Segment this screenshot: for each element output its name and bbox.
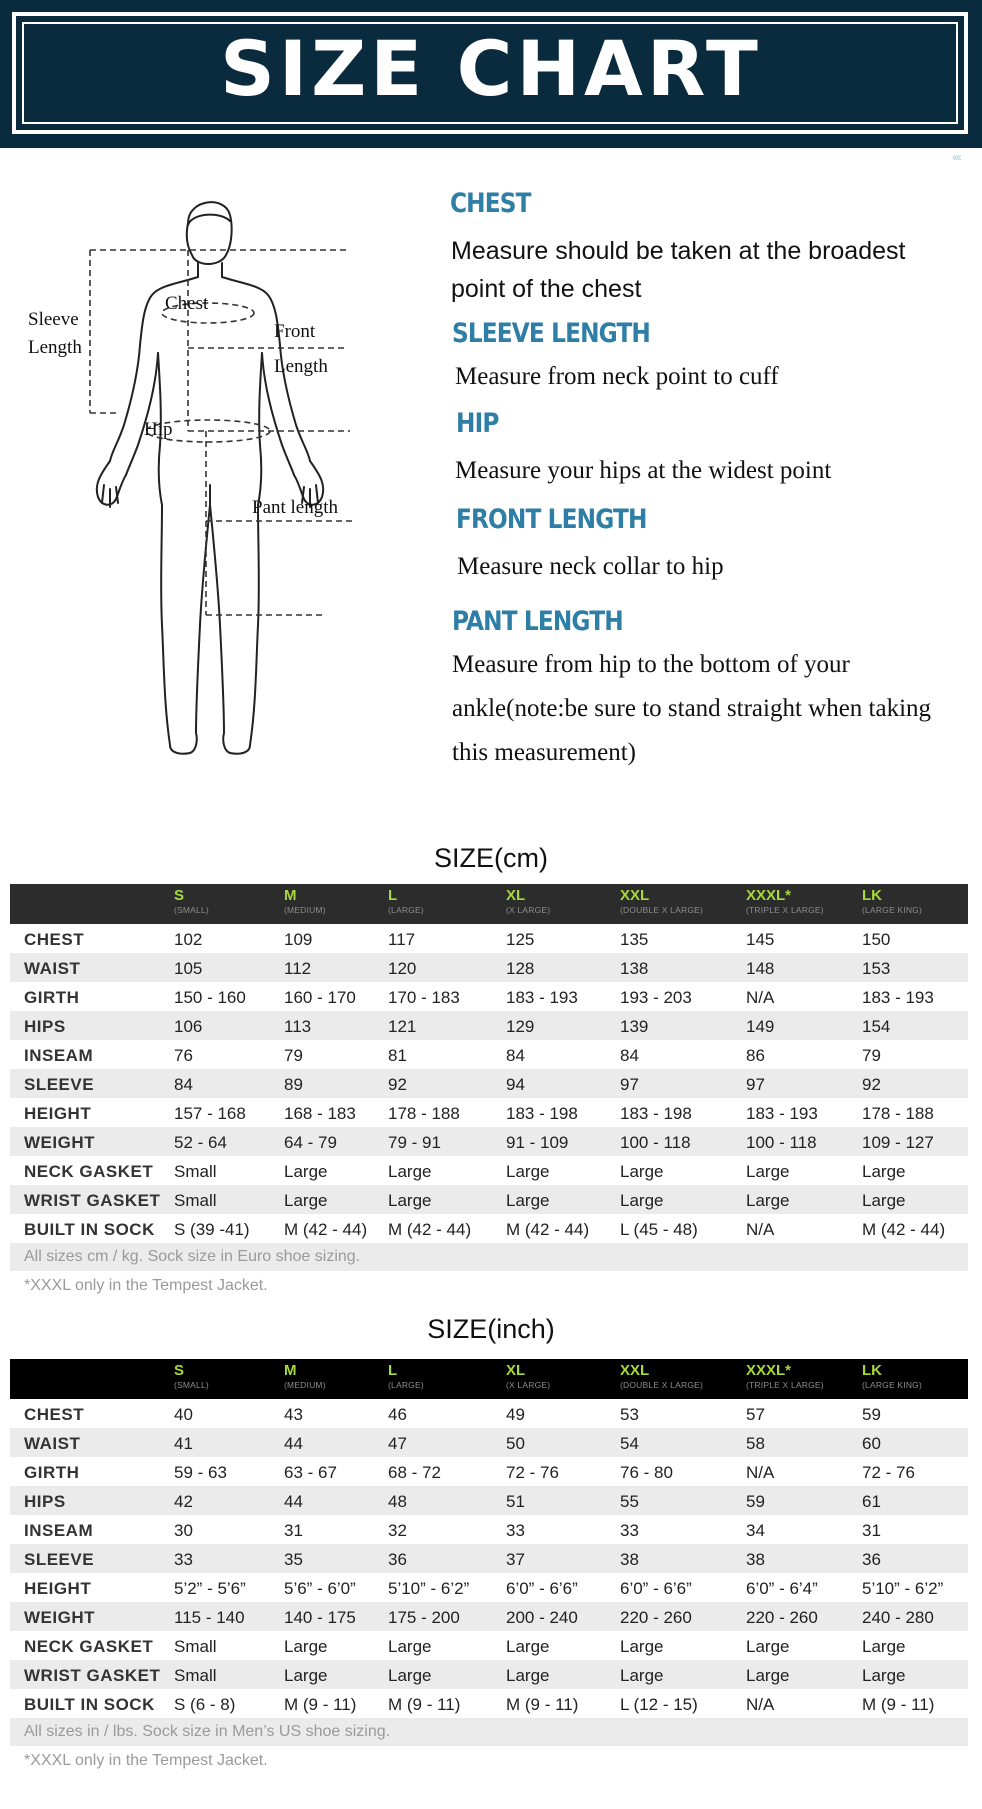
table-cell: 91 - 109 xyxy=(506,1133,569,1152)
table-cell: 89 xyxy=(284,1075,303,1094)
size-header-cell xyxy=(506,887,550,916)
table-cell: Large xyxy=(862,1637,906,1656)
table-cell: 37 xyxy=(506,1550,525,1569)
table-cell: 44 xyxy=(284,1434,303,1453)
hip-label: Hip xyxy=(144,419,173,440)
row-label: CHEST xyxy=(24,930,85,949)
size-code: L xyxy=(388,1362,398,1379)
table-footnote xyxy=(10,1747,968,1775)
sleeve-length-description: Measure from neck point to cuff xyxy=(455,363,779,390)
table-cell: 44 xyxy=(284,1492,303,1511)
table-cell: 175 - 200 xyxy=(388,1608,460,1627)
table-cell: 84 xyxy=(506,1046,525,1065)
table-cell: 97 xyxy=(620,1075,639,1094)
table-cell: 33 xyxy=(506,1521,525,1540)
footnote-text: *XXXL only in the Tempest Jacket. xyxy=(24,1277,268,1294)
table-cell: Large xyxy=(506,1162,550,1181)
table-cell: 128 xyxy=(506,959,535,978)
table-cell: 117 xyxy=(388,930,416,949)
row-label: CHEST xyxy=(24,1405,85,1424)
table-cell: 120 xyxy=(388,959,417,978)
size-code: S xyxy=(174,1362,185,1379)
footnote-text: *XXXL only in the Tempest Jacket. xyxy=(24,1752,268,1769)
table-cell: 42 xyxy=(174,1492,193,1511)
table-cell: 183 - 193 xyxy=(746,1104,818,1123)
table-cell: M (9 - 11) xyxy=(506,1695,579,1714)
table-cell: 125 xyxy=(506,930,535,949)
table-cell: 40 xyxy=(174,1405,193,1424)
size-header-cell xyxy=(174,1362,209,1391)
table-row xyxy=(10,1457,968,1486)
table-row xyxy=(10,1428,968,1457)
table-cell: 58 xyxy=(746,1434,765,1453)
table-cell: 145 xyxy=(746,930,775,949)
table-row xyxy=(10,982,968,1011)
table-cell: Large xyxy=(862,1666,906,1685)
table-row xyxy=(10,1689,968,1718)
table-cell: 109 xyxy=(284,930,313,949)
table-cell: Large xyxy=(746,1666,790,1685)
table-footnote xyxy=(10,1272,968,1300)
row-label: BUILT IN SOCK xyxy=(24,1695,155,1714)
table-cell: 183 - 198 xyxy=(620,1104,692,1123)
table-cell: Large xyxy=(746,1191,790,1210)
table-cell: Large xyxy=(620,1162,664,1181)
size-header-cell xyxy=(506,1362,550,1391)
row-label: HEIGHT xyxy=(24,1579,92,1598)
table-cell: 46 xyxy=(388,1405,407,1424)
table-cell: 178 - 188 xyxy=(388,1104,460,1123)
size-code: XXXL* xyxy=(746,887,792,904)
table-cell: 178 - 188 xyxy=(862,1104,934,1123)
table-cell: Large xyxy=(620,1191,664,1210)
row-label: WRIST GASKET xyxy=(24,1191,161,1210)
table-cell: 36 xyxy=(388,1550,407,1569)
table-cell: S (39 -41) xyxy=(174,1220,250,1239)
table-cell: Large xyxy=(506,1191,550,1210)
table-cell: 41 xyxy=(174,1434,193,1453)
table-cell: 92 xyxy=(388,1075,407,1094)
table-cell: 38 xyxy=(746,1550,765,1569)
table-cell: 148 xyxy=(746,959,775,978)
table-cell: 94 xyxy=(506,1075,525,1094)
table-cell: 112 xyxy=(284,959,312,978)
table-cell: 105 xyxy=(174,959,203,978)
table-row xyxy=(10,924,968,953)
table-cell: N/A xyxy=(746,1463,775,1482)
table-cell: N/A xyxy=(746,1695,775,1714)
row-label: HIPS xyxy=(24,1017,66,1036)
size-name: (X LARGE) xyxy=(506,905,551,915)
row-label: SLEEVE xyxy=(24,1550,95,1569)
table-cell: S (6 - 8) xyxy=(174,1695,236,1714)
table-cell: Large xyxy=(388,1162,432,1181)
decorative-arrows-icon: ‹‹‹‹ xyxy=(952,150,960,164)
size-code: M xyxy=(284,1362,297,1379)
size-name: (X LARGE) xyxy=(506,1380,551,1390)
row-label: SLEEVE xyxy=(24,1075,95,1094)
table-cell: 32 xyxy=(388,1521,407,1540)
table-cell: 183 - 193 xyxy=(506,988,578,1007)
chest-heading: CHEST xyxy=(450,188,531,219)
size-header-cell xyxy=(620,887,703,916)
table-row xyxy=(10,1486,968,1515)
pant-length-label: Pant length xyxy=(252,497,339,518)
table-cell: 59 xyxy=(862,1405,881,1424)
size-header-row xyxy=(10,884,968,924)
table-cell: 30 xyxy=(174,1521,193,1540)
table-cell: 150 xyxy=(862,930,891,949)
table-cell: 60 xyxy=(862,1434,881,1453)
table-cell: 33 xyxy=(620,1521,639,1540)
table-cell: 72 - 76 xyxy=(506,1463,559,1482)
table-cell: Large xyxy=(746,1637,790,1656)
table-cell: 5’2” - 5’6” xyxy=(174,1579,246,1598)
size-header-cell xyxy=(862,887,922,916)
table-cell: 157 - 168 xyxy=(174,1104,246,1123)
table-cell: 100 - 118 xyxy=(620,1133,691,1152)
table-cell: 100 - 118 xyxy=(746,1133,817,1152)
table-cell: 160 - 170 xyxy=(284,988,356,1007)
table-cell: 170 - 183 xyxy=(388,988,460,1007)
table-cell: 113 xyxy=(284,1017,312,1036)
table-cell: Large xyxy=(620,1637,664,1656)
table-cell: 59 xyxy=(746,1492,765,1511)
table-row xyxy=(10,1127,968,1156)
table-cell: 86 xyxy=(746,1046,765,1065)
size-header-cell xyxy=(620,1362,703,1391)
table-cell: 52 - 64 xyxy=(174,1133,227,1152)
table-cell: 153 xyxy=(862,959,891,978)
table-cell: 55 xyxy=(620,1492,639,1511)
table-cell: 84 xyxy=(620,1046,639,1065)
table-row xyxy=(10,1399,968,1428)
table-row xyxy=(10,1660,968,1689)
table-cell: 220 - 260 xyxy=(620,1608,692,1627)
size-name: (SMALL) xyxy=(174,1380,209,1390)
table-cell: Small xyxy=(174,1666,217,1685)
table-row xyxy=(10,1214,968,1243)
row-label: WEIGHT xyxy=(24,1133,95,1152)
table-cell: 183 - 198 xyxy=(506,1104,578,1123)
table-cell: 154 xyxy=(862,1017,891,1036)
table-cell: 34 xyxy=(746,1521,765,1540)
table-cell: Large xyxy=(284,1191,328,1210)
table-cell: 76 xyxy=(174,1046,193,1065)
table-row xyxy=(10,1631,968,1660)
size-code: L xyxy=(388,887,398,904)
table-cell: 5’6” - 6’0” xyxy=(284,1579,356,1598)
table-cell: 43 xyxy=(284,1405,303,1424)
table-cell: 36 xyxy=(862,1550,881,1569)
row-label: HIPS xyxy=(24,1492,66,1511)
table-cell: 102 xyxy=(174,930,203,949)
size-header-cell xyxy=(862,1362,922,1391)
table-cell: 63 - 67 xyxy=(284,1463,337,1482)
size-header-cell xyxy=(174,887,209,916)
size-code: M xyxy=(284,887,297,904)
size-header-cell xyxy=(284,887,326,916)
table-cell: 48 xyxy=(388,1492,407,1511)
table-cell: 72 - 76 xyxy=(862,1463,915,1482)
table-cell: 121 xyxy=(388,1017,417,1036)
table-cell: 6’0” - 6’6” xyxy=(620,1579,692,1598)
footnote-text: All sizes cm / kg. Sock size in Euro shoe sizing. xyxy=(24,1248,361,1265)
hip-heading: HIP xyxy=(456,408,499,439)
table-footnote xyxy=(10,1243,968,1271)
pant-length-heading: PANT LENGTH xyxy=(452,606,623,637)
title-banner xyxy=(0,0,982,148)
table-row xyxy=(10,1515,968,1544)
row-label: INSEAM xyxy=(24,1046,94,1065)
size-header-cell xyxy=(746,887,824,916)
row-label: WRIST GASKET xyxy=(24,1666,161,1685)
size-name: (TRIPLE X LARGE) xyxy=(746,905,824,915)
size-code: LK xyxy=(862,1362,882,1379)
table-row xyxy=(10,1098,968,1127)
table-cell: 38 xyxy=(620,1550,639,1569)
table-cell: Large xyxy=(506,1637,550,1656)
size-inch-title: SIZE(inch) xyxy=(427,1314,555,1344)
front-length-description: Measure neck collar to hip xyxy=(457,553,724,580)
size-name: (TRIPLE X LARGE) xyxy=(746,1380,824,1390)
row-label: NECK GASKET xyxy=(24,1162,154,1181)
table-cell: 54 xyxy=(620,1434,639,1453)
body-measurement-figure xyxy=(20,185,420,775)
table-cell: 33 xyxy=(174,1550,193,1569)
sleeve-length-heading: SLEEVE LENGTH xyxy=(452,318,651,349)
row-label: WAIST xyxy=(24,1434,81,1453)
footnote-text: All sizes in / lbs. Sock size in Men’s US shoe sizing. xyxy=(24,1723,391,1740)
table-cell: Small xyxy=(174,1162,217,1181)
table-cell: M (42 - 44) xyxy=(506,1220,590,1239)
row-label: INSEAM xyxy=(24,1521,94,1540)
sleeve-label: Sleeve xyxy=(28,309,79,330)
table-row xyxy=(10,1156,968,1185)
table-cell: 76 - 80 xyxy=(620,1463,673,1482)
size-name: (MEDIUM) xyxy=(284,1380,326,1390)
table-row xyxy=(10,1069,968,1098)
table-cell: 81 xyxy=(388,1046,407,1065)
size-header-row xyxy=(10,1359,968,1399)
table-cell: M (9 - 11) xyxy=(862,1695,935,1714)
table-cell: 129 xyxy=(506,1017,535,1036)
table-cell: 49 xyxy=(506,1405,525,1424)
table-cell: Large xyxy=(388,1666,432,1685)
human-body-outline-icon xyxy=(20,185,420,775)
table-footnote xyxy=(10,1718,968,1746)
table-cell: 193 - 203 xyxy=(620,988,692,1007)
table-cell: Small xyxy=(174,1191,217,1210)
table-row xyxy=(10,1040,968,1069)
table-row xyxy=(10,1185,968,1214)
size-name: (LARGE) xyxy=(388,905,424,915)
chest-label: Chest xyxy=(165,293,209,314)
table-cell: Large xyxy=(284,1162,328,1181)
size-name: (DOUBLE X LARGE) xyxy=(620,1380,704,1390)
table-cell: Large xyxy=(284,1666,328,1685)
table-cell: Large xyxy=(388,1637,432,1656)
size-name: (SMALL) xyxy=(174,905,209,915)
front-length-label: Length xyxy=(274,356,328,377)
table-cell: 149 xyxy=(746,1017,775,1036)
table-cell: 109 - 127 xyxy=(862,1133,934,1152)
table-cell: 6’0” - 6’4” xyxy=(746,1579,818,1598)
table-cell: 47 xyxy=(388,1434,407,1453)
table-cell: Large xyxy=(388,1191,432,1210)
chest-description: Measure should be taken at the broadest point of the chest xyxy=(451,237,906,303)
row-label: NECK GASKET xyxy=(24,1637,154,1656)
table-cell: 92 xyxy=(862,1075,881,1094)
table-cell: 139 xyxy=(620,1017,649,1036)
table-cell: 50 xyxy=(506,1434,525,1453)
table-row xyxy=(10,953,968,982)
pant-length-description: Measure from hip to the bottom of your ankle(note:be sure to stand straight when taking this measurement) xyxy=(452,651,932,766)
size-name: (LARGE) xyxy=(388,1380,424,1390)
table-cell: 31 xyxy=(284,1521,303,1540)
table-row xyxy=(10,1011,968,1040)
table-cell: 115 - 140 xyxy=(174,1608,245,1627)
sleeve-length-label: Length xyxy=(28,337,82,358)
row-label: WEIGHT xyxy=(24,1608,95,1627)
table-cell: M (42 - 44) xyxy=(388,1220,472,1239)
size-name: (DOUBLE X LARGE) xyxy=(620,905,704,915)
row-label: BUILT IN SOCK xyxy=(24,1220,155,1239)
size-name: (MEDIUM) xyxy=(284,905,326,915)
table-cell: Large xyxy=(862,1191,906,1210)
table-cell: 51 xyxy=(506,1492,525,1511)
table-cell: Large xyxy=(862,1162,906,1181)
table-cell: 5’10” - 6’2” xyxy=(862,1579,944,1598)
table-cell: 79 xyxy=(284,1046,303,1065)
size-code: XXXL* xyxy=(746,1362,792,1379)
size-code: LK xyxy=(862,887,882,904)
row-label: HEIGHT xyxy=(24,1104,92,1123)
table-cell: 59 - 63 xyxy=(174,1463,227,1482)
size-header-cell xyxy=(746,1362,824,1391)
table-cell: 61 xyxy=(862,1492,881,1511)
table-cell: M (9 - 11) xyxy=(388,1695,461,1714)
size-code: XXL xyxy=(620,1362,650,1379)
table-cell: 64 - 79 xyxy=(284,1133,337,1152)
size-code: XL xyxy=(506,887,526,904)
table-cell: 6’0” - 6’6” xyxy=(506,1579,578,1598)
table-cell: 135 xyxy=(620,930,649,949)
table-cell: Large xyxy=(506,1666,550,1685)
table-cell: M (9 - 11) xyxy=(284,1695,357,1714)
size-code: XXL xyxy=(620,887,650,904)
size-name: (LARGE KING) xyxy=(862,1380,923,1390)
table-cell: 97 xyxy=(746,1075,765,1094)
table-cell: L (45 - 48) xyxy=(620,1220,698,1239)
table-cell: 68 - 72 xyxy=(388,1463,441,1482)
table-row xyxy=(10,1602,968,1631)
table-cell: 150 - 160 xyxy=(174,988,246,1007)
table-cell: 140 - 175 xyxy=(284,1608,356,1627)
table-cell: 31 xyxy=(862,1521,881,1540)
table-cell: L (12 - 15) xyxy=(620,1695,698,1714)
front-label: Front xyxy=(274,321,316,342)
row-label: GIRTH xyxy=(24,988,80,1007)
page-title: SIZE CHART xyxy=(220,24,762,113)
table-cell: 57 xyxy=(746,1405,765,1424)
table-cell: 79 xyxy=(862,1046,881,1065)
table-cell: 138 xyxy=(620,959,649,978)
size-header-cell xyxy=(284,1362,326,1391)
size-code: XL xyxy=(506,1362,526,1379)
table-cell: 106 xyxy=(174,1017,203,1036)
table-row xyxy=(10,1573,968,1602)
size-header-cell xyxy=(388,1362,424,1391)
table-cell: 5’10” - 6’2” xyxy=(388,1579,470,1598)
row-label: GIRTH xyxy=(24,1463,80,1482)
table-cell: Large xyxy=(746,1162,790,1181)
table-cell: Small xyxy=(174,1637,217,1656)
table-cell: M (42 - 44) xyxy=(862,1220,946,1239)
size-header-cell xyxy=(388,887,424,916)
table-cell: N/A xyxy=(746,988,775,1007)
table-cell: 84 xyxy=(174,1075,193,1094)
table-cell: Large xyxy=(620,1666,664,1685)
table-cell: 200 - 240 xyxy=(506,1608,578,1627)
table-cell: 240 - 280 xyxy=(862,1608,934,1627)
table-cell: 168 - 183 xyxy=(284,1104,356,1123)
table-cell: M (42 - 44) xyxy=(284,1220,368,1239)
table-cell: 220 - 260 xyxy=(746,1608,818,1627)
size-code: S xyxy=(174,887,185,904)
table-cell: 183 - 193 xyxy=(862,988,934,1007)
table-cell: 53 xyxy=(620,1405,639,1424)
row-label: WAIST xyxy=(24,959,81,978)
size-name: (LARGE KING) xyxy=(862,905,923,915)
table-cell: 35 xyxy=(284,1550,303,1569)
table-cell: 79 - 91 xyxy=(388,1133,441,1152)
front-length-heading: FRONT LENGTH xyxy=(456,504,647,535)
size-cm-title: SIZE(cm) xyxy=(434,843,548,873)
hip-description: Measure your hips at the widest point xyxy=(455,457,832,484)
table-row xyxy=(10,1544,968,1573)
table-cell: N/A xyxy=(746,1220,775,1239)
table-cell: Large xyxy=(284,1637,328,1656)
